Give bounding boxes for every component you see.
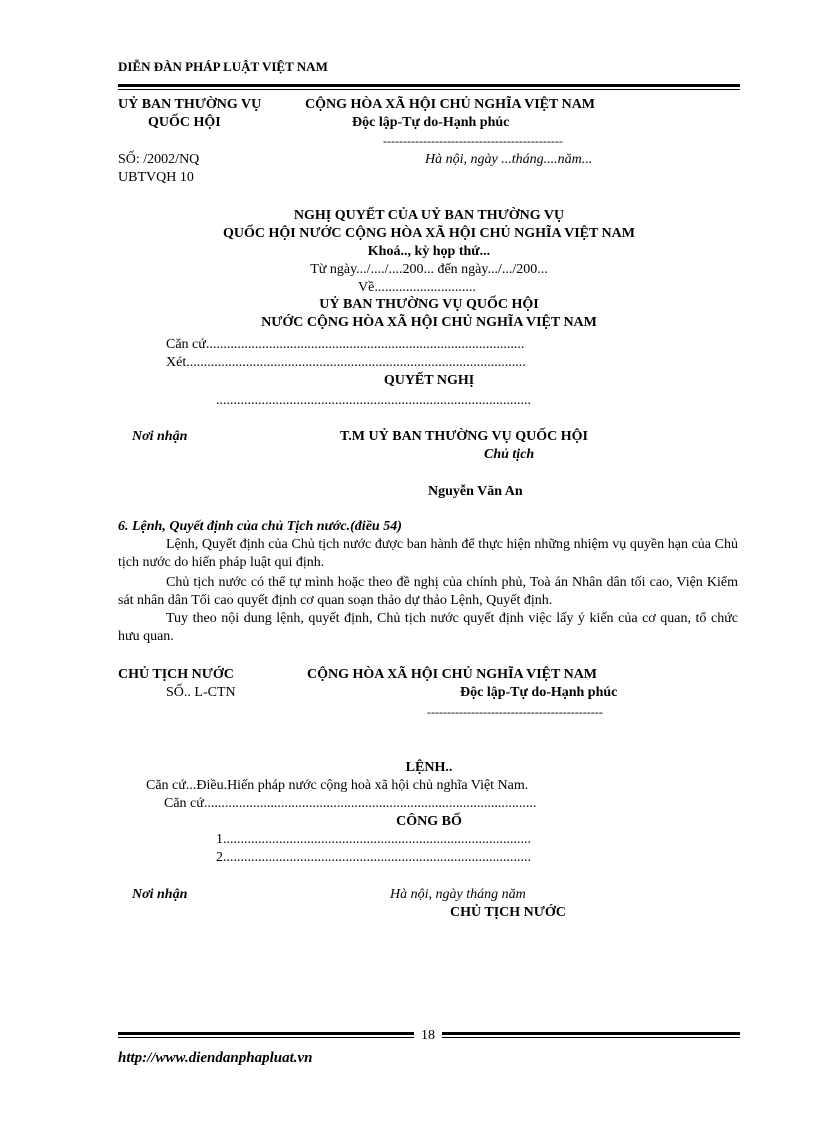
resolution-title-line2: QUỐC HỘI NƯỚC CỘNG HÒA XÃ HỘI CHỦ NGHĨA VIỆT NAM	[223, 226, 635, 241]
order-signer-title: CHỦ TỊCH NƯỚC	[450, 905, 566, 920]
header-thin-rule	[118, 89, 740, 90]
order-agency: CHỦ TỊCH NƯỚC	[118, 667, 234, 682]
agency-line2: QUỐC HỘI	[148, 115, 221, 130]
order-basis-1: Căn cứ...Điều.Hiến pháp nước cộng hoà xã hội chủ nghĩa Việt Nam.	[146, 778, 529, 793]
order-place-date: Hà nội, ngày tháng năm	[390, 887, 526, 902]
order-number: SỐ.. L-CTN	[166, 685, 236, 700]
section-paragraph-2: Chủ tịch nước có thể tự mình hoặc theo đề nghị của chính phủ, Toà án Nhân dân tối cao, Viện Kiểm sát nhân dân Tối cao quyết định cơ quan soạn thảo dự thảo Lệnh, Quyết định.	[118, 575, 738, 608]
page-number: 18	[421, 1028, 435, 1043]
basis-line: Căn cứ...........................................................................................	[166, 337, 525, 352]
subject: Về.............................	[358, 280, 476, 295]
section-paragraph-1: Lệnh, Quyết định của Chủ tịch nước được ban hành để thực hiện những nhiệm vụ quyền hạn của Chủ tịch nước do hiến pháp luật qui định.	[118, 537, 738, 570]
decision-heading: QUYẾT NGHỊ	[383, 373, 475, 388]
motto: Độc lập-Tự do-Hạnh phúc	[352, 115, 510, 130]
issuer-line2: NƯỚC CỘNG HÒA XÃ HỘI CHỦ NGHĨA VIỆT NAM	[261, 315, 597, 330]
footer-thick-rule-left	[118, 1032, 414, 1035]
footer-thin-rule-right	[442, 1037, 740, 1038]
forum-title: DIỄN ĐÀN PHÁP LUẬT VIỆT NAM	[118, 59, 328, 74]
signer-name: Nguyễn Văn An	[428, 484, 523, 499]
decision-body: ..........................................................................................	[216, 393, 531, 408]
order-motto-rule: --------------------------------------------	[427, 705, 603, 719]
motto-rule: ---------------------------------------------	[383, 134, 563, 148]
announce-item-2: 2........................................................................................	[216, 850, 531, 865]
announce-item-1: 1........................................................................................	[216, 832, 531, 847]
order-title: LỆNH..	[405, 760, 453, 775]
order-basis-2: Căn cứ...............................................................................................	[164, 796, 537, 811]
resolution-title-line1: NGHỊ QUYẾT CỦA UỶ BAN THƯỜNG VỤ	[293, 208, 565, 223]
signer-organization: T.M UỶ BAN THƯỜNG VỤ QUỐC HỘI	[340, 429, 588, 444]
order-country-name: CỘNG HÒA XÃ HỘI CHỦ NGHĨA VIỆT NAM	[307, 667, 598, 682]
place-date: Hà nội, ngày ...tháng....năm...	[425, 152, 593, 167]
section-heading: 6. Lệnh, Quyết định của chủ Tịch nước.(điều 54)	[118, 519, 402, 534]
document-number-suffix: UBTVQH 10	[118, 170, 194, 185]
session: Khoá.., kỳ họp thứ...	[367, 244, 491, 259]
footer-thick-rule-right	[442, 1032, 740, 1035]
issuer-line1: UỶ BAN THƯỜNG VỤ QUỐC HỘI	[319, 297, 539, 312]
footer-thin-rule-left	[118, 1037, 414, 1038]
recipients-label: Nơi nhận	[132, 429, 188, 444]
order-recipients-label: Nơi nhận	[132, 887, 188, 902]
announce-heading: CÔNG BỐ	[396, 814, 462, 829]
header-thick-rule	[118, 84, 740, 87]
order-motto: Độc lập-Tự do-Hạnh phúc	[460, 685, 618, 700]
footer-url-link[interactable]: http://www.diendanphapluat.vn	[118, 1050, 313, 1066]
section-paragraph-3: Tuy theo nội dung lệnh, quyết định, Chủ tịch nước quyết định việc lấy ý kiến của cơ quan, tổ chức hưu quan.	[118, 611, 738, 644]
agency-line1: UỶ BAN THƯỜNG VỤ	[118, 97, 262, 112]
document-number: SỐ: /2002/NQ	[118, 152, 200, 167]
signer-title: Chủ tịch	[484, 447, 535, 462]
country-name: CỘNG HÒA XÃ HỘI CHỦ NGHĨA VIỆT NAM	[305, 97, 596, 112]
considering-line: Xét.................................................................................................	[166, 355, 526, 370]
date-range: Từ ngày.../..../....200... đến ngày.../.../200...	[310, 262, 548, 277]
